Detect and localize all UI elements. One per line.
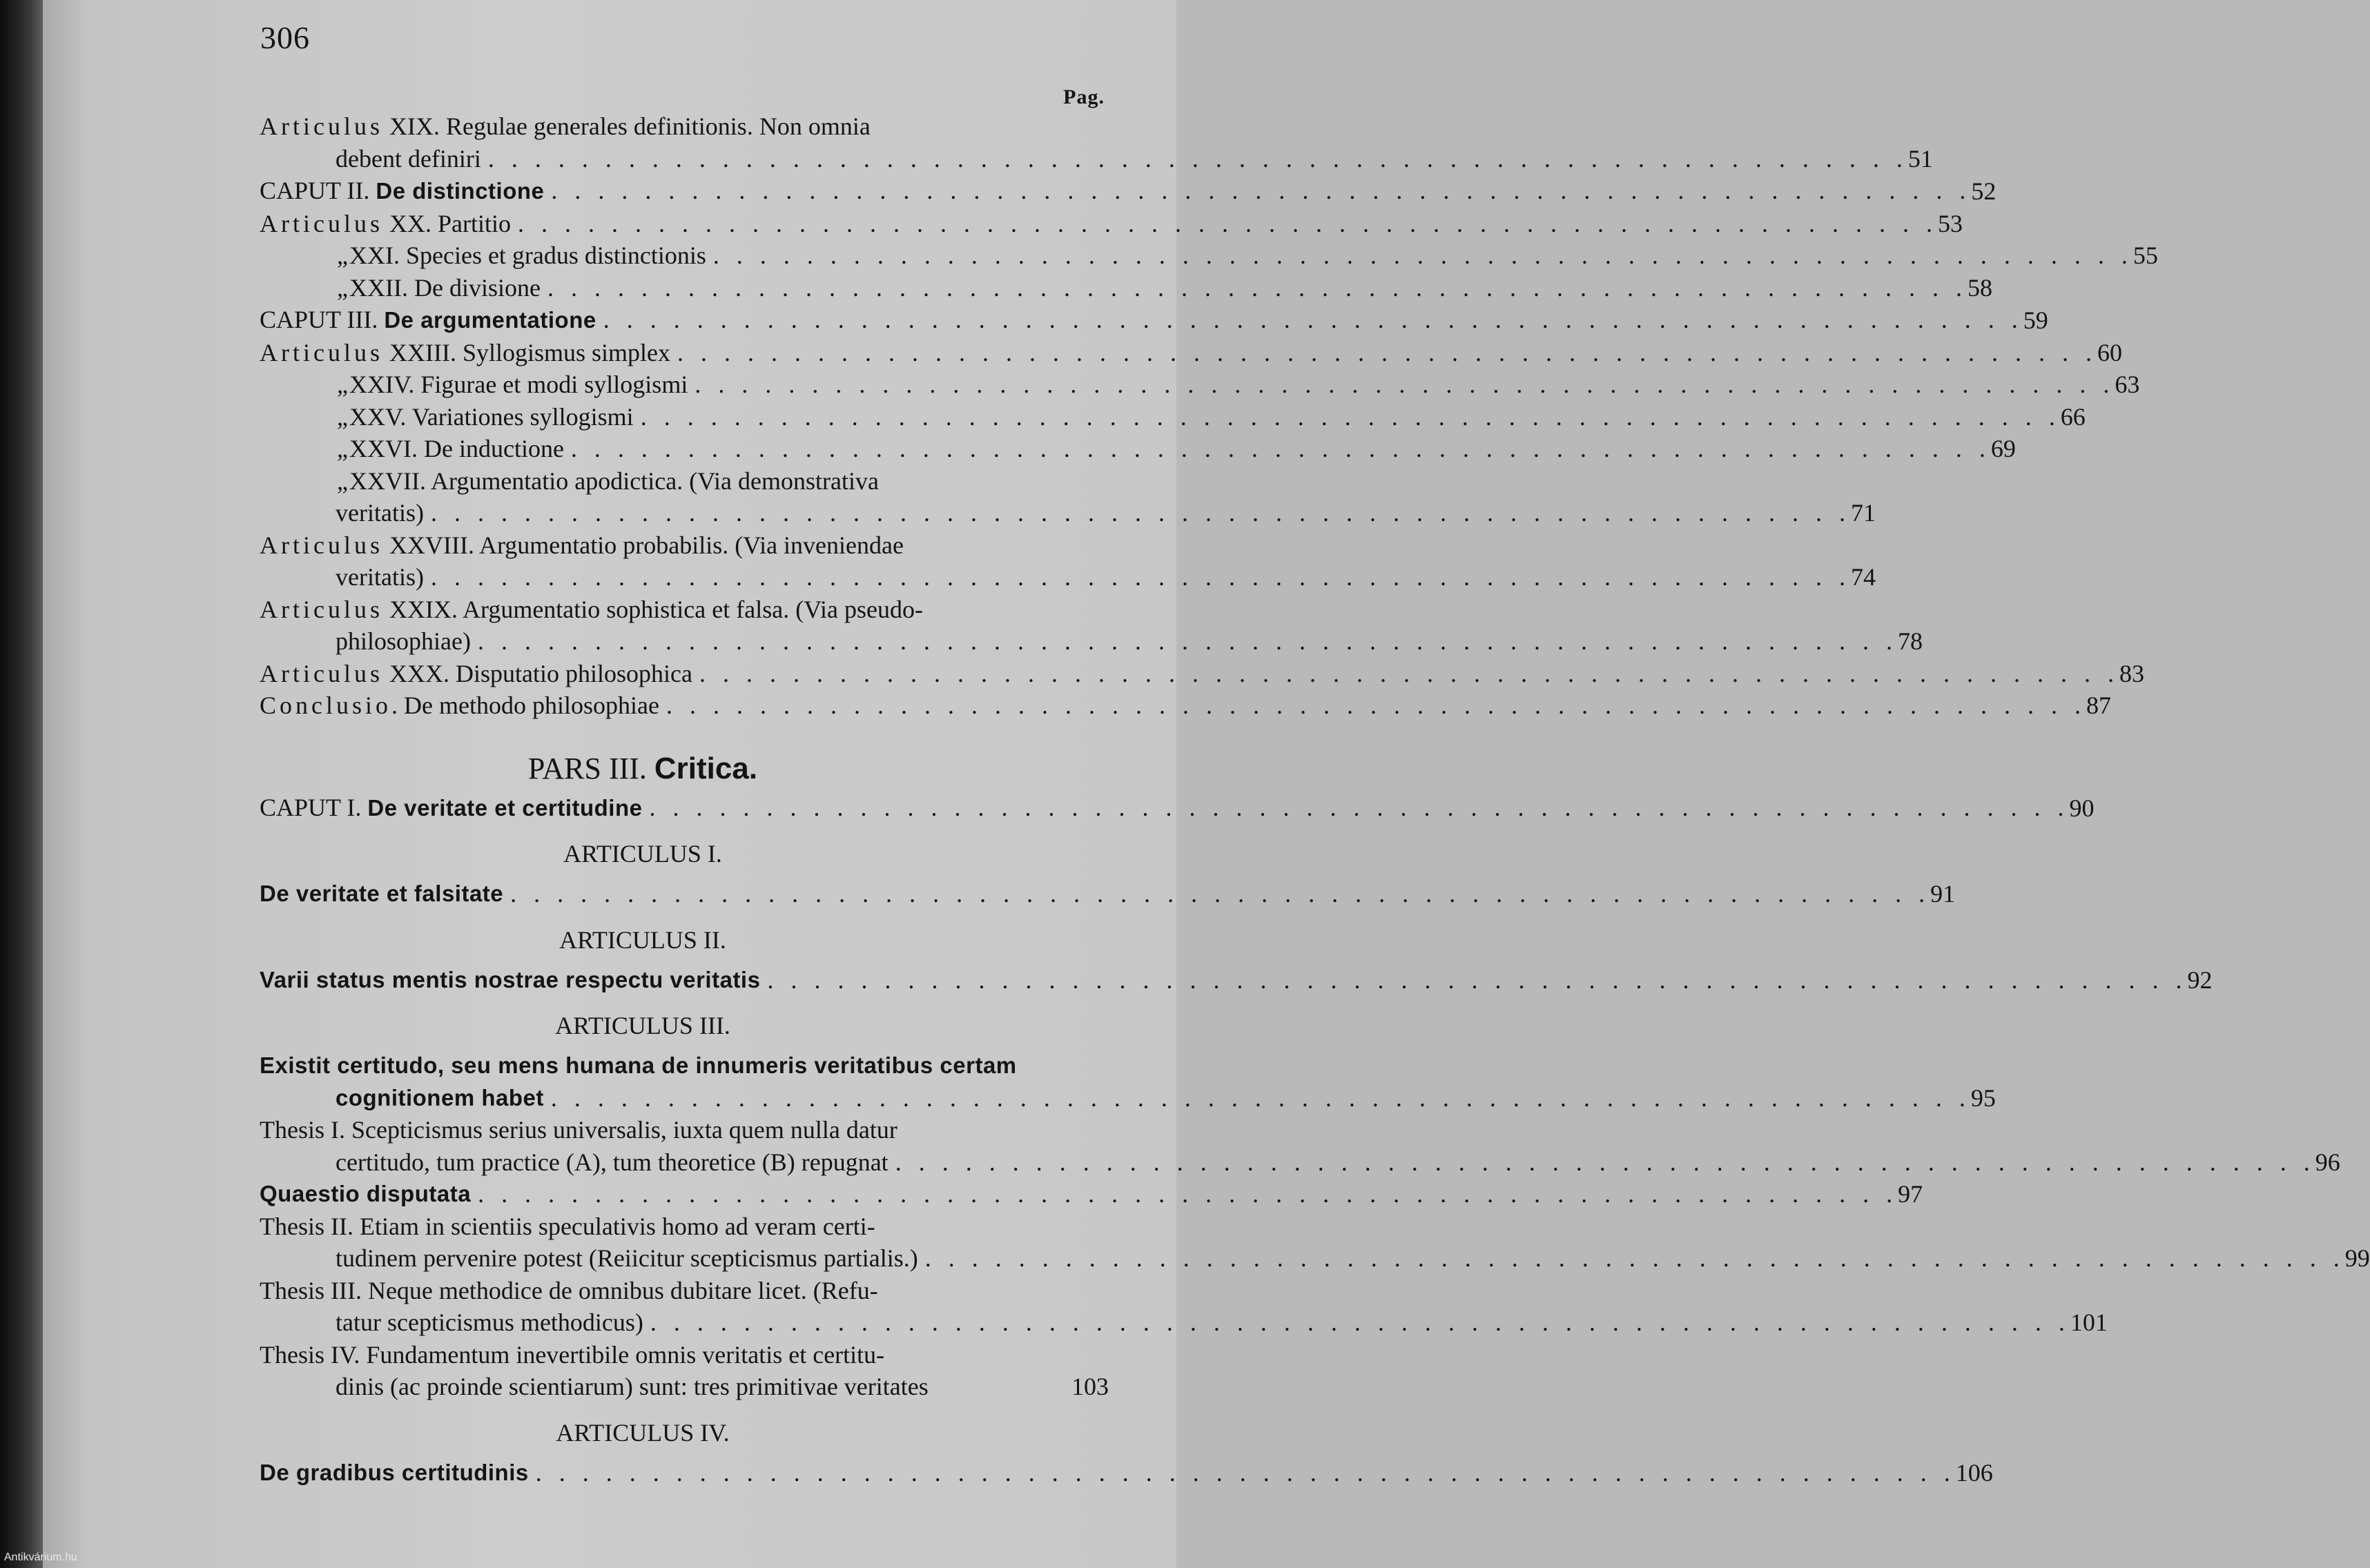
leader-dots: [518, 208, 1938, 240]
leader-dots: [650, 1306, 2070, 1339]
articulus-title-line1: Existit certitudo, seu mens humana de innumeris veritatibus certam: [260, 1052, 1017, 1078]
toc-page: 91: [1930, 880, 1956, 908]
pars-heading: [260, 751, 1109, 786]
articulus-heading-1: ARTICULUS I.: [563, 840, 722, 868]
quaestio-title: Quaestio disputata: [260, 1181, 472, 1206]
toc-entry-articulus-3: [260, 1050, 1996, 1114]
table-of-contents: [260, 110, 2370, 1489]
leader-dots: [767, 964, 2187, 997]
ditto-mark: „: [337, 435, 348, 462]
toc-entry-articulus-2: [260, 964, 2213, 997]
toc-page: 69: [1990, 435, 2016, 462]
toc-page: 78: [1897, 627, 1923, 655]
leader-dots: [551, 175, 1971, 208]
thesis-line1: Thesis I. Scepticismus serius universalis, iuxta quem nulla datur: [260, 1116, 897, 1144]
leader-dots: [713, 239, 2133, 272]
toc-page: 92: [2187, 966, 2213, 994]
toc-page: 101: [2070, 1309, 2108, 1336]
articulus-title: De veritate et falsitate: [260, 881, 504, 906]
toc-page: 60: [2097, 338, 2122, 366]
toc-entry-thesis-4: [260, 1339, 1109, 1403]
toc-page: 83: [2119, 659, 2144, 687]
leader-dots: [536, 1457, 1956, 1489]
page-number: 306: [260, 20, 310, 55]
pars-prefix: PARS III.: [527, 751, 647, 785]
toc-page: 66: [2060, 402, 2086, 431]
toc-entry-art-24: „XXIV. Figurae et modi syllogismi . . . 63: [260, 369, 1109, 401]
toc-entry-caput-1: [260, 792, 2095, 825]
toc-page: 95: [1970, 1084, 1996, 1112]
toc-entry-art-19: Articulus XIX. Regulae generales definitionis. Non omnia debent definiri . . . 51: [260, 110, 1109, 175]
articulus-label: Articulus: [260, 112, 383, 140]
leader-dots: [547, 272, 1968, 304]
leader-dots: [649, 792, 2069, 825]
toc-page: 55: [2133, 242, 2158, 269]
leader-dots: [603, 304, 2023, 337]
toc-entry-art-21: „XXI. Species et gradus distinctionis . . . 55: [260, 239, 1109, 272]
thesis-line2: dinis (ac proinde scientiarum) sunt: tres primitivae veritates: [336, 1373, 929, 1400]
leader-dots: [695, 369, 2115, 401]
leader-dots: [895, 1146, 2315, 1179]
toc-page: 51: [1907, 144, 1933, 173]
toc-entry-conclusio: Conclusio. De methodo philosophiae . . . 87: [260, 689, 1109, 722]
ditto-mark: „: [337, 242, 348, 269]
leader-dots: [478, 625, 1898, 658]
toc-page: 96: [2315, 1148, 2340, 1176]
toc-entry-art-29: Articulus XXIX. Argumentatio sophistica et falsa. (Via pseudo- philosophiae) . . . 78: [260, 594, 1109, 658]
articulus-label: Articulus: [260, 595, 383, 623]
leader-dots: [677, 337, 2097, 369]
toc-entry-thesis-1: [260, 1114, 2340, 1178]
toc-entry-art-23: Articulus XXIII. Syllogismus simplex . . . 60: [260, 337, 1109, 369]
articulus-label: Articulus: [260, 338, 383, 366]
leader-dots: [925, 1242, 2345, 1275]
thesis-line2: tatur scepticismus methodicus): [336, 1309, 643, 1336]
toc-page: 103: [1071, 1373, 1109, 1400]
toc-page: 59: [2023, 306, 2048, 334]
thesis-line1: Thesis II. Etiam in scientiis speculativis homo ad veram certi-: [260, 1212, 875, 1240]
ditto-mark: „: [337, 402, 348, 431]
toc-entry-art-26: „XXVI. De inductione . . . 69: [260, 433, 1109, 465]
leader-dots: [431, 561, 1851, 594]
ditto-mark: „: [337, 371, 348, 398]
toc-page: 87: [2086, 692, 2111, 719]
toc-entry-articulus-4: [260, 1457, 1993, 1489]
book-spine-shadow: [0, 0, 43, 1568]
conclusio-label: Conclusio: [260, 692, 392, 719]
caput-title: De veritate et certitudine: [367, 794, 643, 821]
toc-page: 52: [1971, 177, 1997, 205]
toc-page: 71: [1850, 499, 1876, 527]
watermark: Antikvárium.hu: [4, 1551, 77, 1563]
articulus-label: Articulus: [260, 209, 383, 237]
articulus-label: Articulus: [260, 659, 383, 687]
articulus-title-line2: cognitionem habet: [336, 1084, 544, 1110]
articulus-heading-3: ARTICULUS III.: [555, 1012, 730, 1039]
toc-entry-quaestio: [260, 1178, 1923, 1211]
thesis-line1: Thesis IV. Fundamentum inevertibile omnis veritatis et certitu-: [260, 1340, 885, 1369]
toc-page: 106: [1955, 1458, 1993, 1487]
leader-dots: [571, 433, 1991, 465]
toc-page: 53: [1937, 209, 1963, 237]
toc-entry-thesis-2: [260, 1211, 2370, 1275]
leader-dots: [488, 143, 1908, 175]
caput-prefix: CAPUT I.: [260, 793, 362, 821]
toc-page: 90: [2069, 794, 2095, 822]
thesis-line2: tudinem pervenire potest (Reiicitur scepticismus partialis.): [336, 1244, 918, 1272]
pag-column-label: Pag.: [1063, 86, 1105, 108]
toc-entry-art-30: Articulus XXX. Disputatio philosophica . . . 83: [260, 658, 1109, 690]
articulus-title: De gradibus certitudinis: [260, 1459, 529, 1485]
articulus-label: Articulus: [260, 531, 383, 559]
toc-entry-art-22: „XXII. De divisione . . . 58: [260, 272, 1109, 304]
leader-dots: [641, 401, 2061, 433]
toc-page: 74: [1850, 563, 1876, 591]
toc-entry-thesis-3: [260, 1275, 2108, 1339]
ditto-mark: „: [337, 273, 348, 302]
ditto-mark: „: [337, 467, 348, 495]
leader-dots: [510, 878, 1930, 910]
articulus-title: Varii status mentis nostrae respectu veritatis: [260, 966, 761, 992]
toc-page: 99: [2344, 1244, 2370, 1272]
leader-dots: [666, 689, 2086, 722]
toc-entry-caput-2: CAPUT II. De distinctione . . . 52: [260, 175, 1109, 208]
toc-entry-art-28: Articulus XXVIII. Argumentatio probabilis. (Via inveniendae veritatis) . . . 74: [260, 529, 1109, 594]
leader-dots: [699, 658, 2119, 690]
toc-page: 97: [1898, 1180, 1923, 1208]
toc-entry-caput-3: CAPUT III. De argumentatione . . . 59: [260, 304, 1109, 337]
leader-dots: [478, 1178, 1898, 1211]
articulus-heading-4: ARTICULUS IV.: [556, 1418, 730, 1447]
toc-entry-art-20: Articulus XX. Partitio . . . 53: [260, 208, 1109, 240]
articulus-heading-2: ARTICULUS II.: [559, 925, 726, 954]
toc-entry-articulus-1: [260, 878, 1956, 910]
pars-title: Critica.: [654, 751, 758, 785]
thesis-line2: certitudo, tum practice (A), tum theoretice (B) repugnat: [336, 1148, 888, 1176]
thesis-line1: Thesis III. Neque methodice de omnibus dubitare licet. (Refu-: [260, 1276, 878, 1304]
leader-dots: [551, 1082, 1971, 1115]
toc-entry-art-25: „XXV. Variationes syllogismi . . . 66: [260, 401, 1109, 433]
leader-dots: [431, 497, 1851, 529]
toc-page: 58: [1967, 273, 1992, 302]
toc-page: 63: [2115, 371, 2140, 398]
toc-entry-art-27: „XXVII. Argumentatio apodictica. (Via demonstrativa veritatis) . . . 71: [260, 465, 1109, 529]
